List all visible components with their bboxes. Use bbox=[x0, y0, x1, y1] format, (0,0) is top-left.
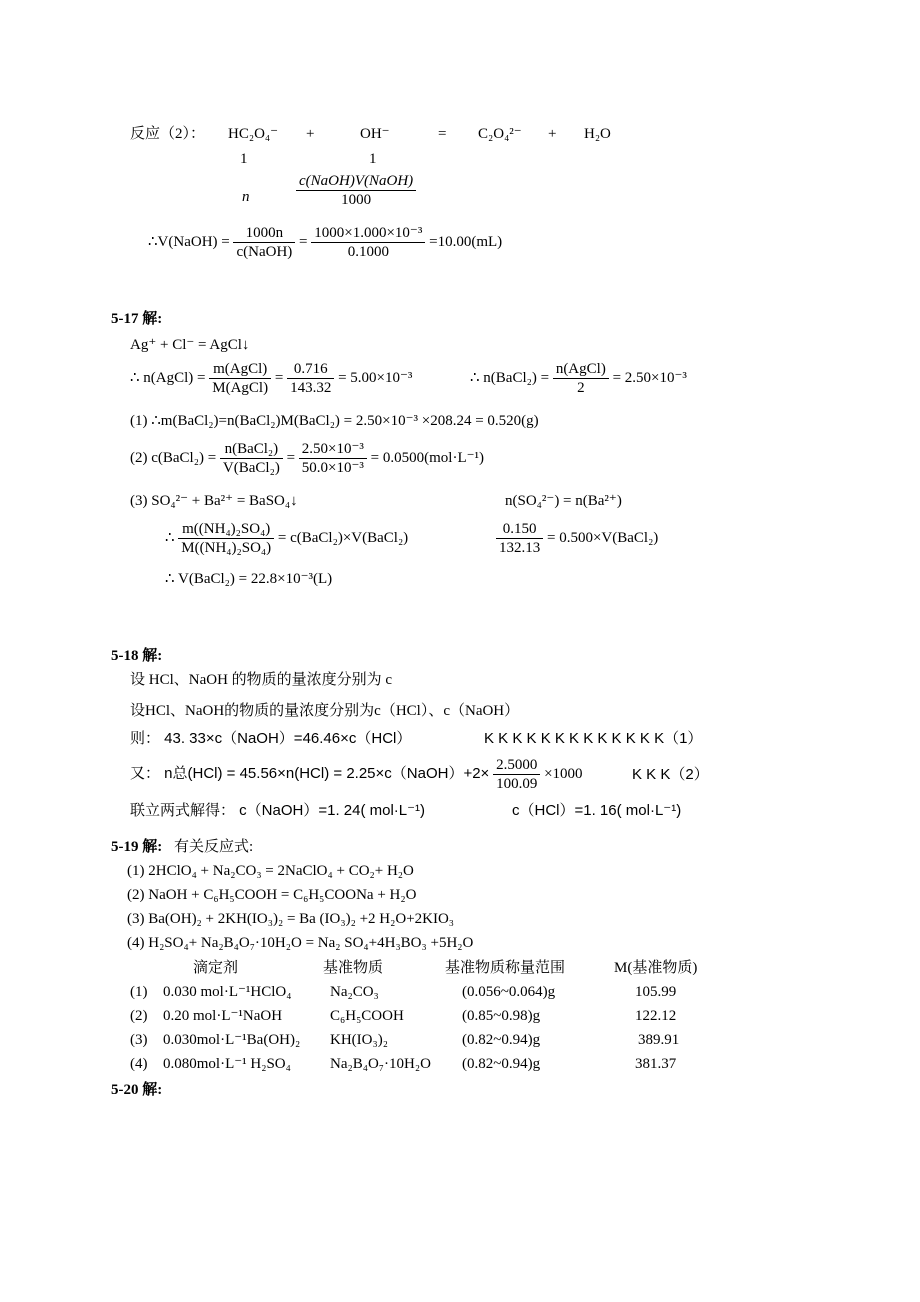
table-cell: KH(IO₃)₂ bbox=[330, 1032, 388, 1048]
s18-line-3-dots: K K K K K K K K K K K K K（1） bbox=[484, 730, 703, 747]
s17-l4-f2-num: 2.50×10⁻³ bbox=[301, 441, 364, 457]
s17-l6b-result: = 0.500×V(BaCl₂) bbox=[547, 529, 659, 546]
r2-n-den: 1000 bbox=[296, 190, 416, 209]
s19-reaction-2: (2) NaOH + C₆H₅COOH = C₆H₅COONa + H₂O bbox=[127, 887, 417, 903]
s17-line-2 bbox=[130, 360, 412, 397]
s17-l4-f1-den: V(BaCl₂) bbox=[220, 458, 283, 477]
table-cell: 0.080mol·L⁻¹ H₂SO₄ bbox=[163, 1056, 291, 1072]
table-cell: Na₂B₄O₇·10H₂O bbox=[330, 1056, 431, 1072]
s17-l2-f1-num: m(AgCl) bbox=[213, 361, 268, 377]
table-cell: Na₂CO₃ bbox=[330, 984, 379, 1000]
s17-line-3: (1) ∴m(BaCl₂)=n(BaCl₂)M(BaCl₂) = 2.50×10⁻³ ×208.24 = 0.520(g) bbox=[130, 413, 539, 429]
s17-l4-result: = 0.0500(mol·L⁻¹) bbox=[370, 449, 485, 466]
r2-n: n bbox=[242, 189, 250, 205]
s17-l6-num: m((NH₄)₂SO₄) bbox=[182, 521, 271, 537]
s18-l4-lhs: 又： n总(HCl) = 45.56×n(HCl) = 2.25×c（NaOH）+2× bbox=[130, 764, 490, 782]
s17-l2-f2-num: 0.716 bbox=[293, 361, 328, 377]
s17-l2b-lhs: ∴ n(BaCl₂) = bbox=[470, 369, 550, 386]
s17-l2-f1-den: M(AgCl) bbox=[209, 378, 271, 397]
r2-label: 反应（2）： bbox=[130, 126, 206, 142]
r2-species-4: H₂O bbox=[584, 126, 611, 142]
table-header: 基准物质称量范围 bbox=[445, 960, 566, 976]
s17-l2b-result: = 2.50×10⁻³ bbox=[612, 369, 687, 386]
r2-plus-2: + bbox=[548, 126, 557, 142]
r2-species-2: OH⁻ bbox=[360, 126, 390, 142]
s18-line-4-dots: K K K（2） bbox=[632, 766, 709, 783]
table-header: 滴定剂 bbox=[193, 960, 239, 976]
r2-species-3: C₂O₄²⁻ bbox=[478, 126, 522, 142]
s17-l6b-num: 0.150 bbox=[502, 521, 537, 537]
r2-equals: = bbox=[438, 126, 447, 142]
s17-line-6b bbox=[496, 520, 658, 557]
s18-l4-result: ×1000 bbox=[544, 765, 583, 782]
r2-v-f2-den: 0.1000 bbox=[311, 242, 425, 261]
table-header: M(基准物质) bbox=[614, 960, 698, 976]
s17-l2-f2-den: 143.32 bbox=[287, 378, 334, 397]
r2-n-num: c(NaOH)V(NaOH) bbox=[299, 173, 414, 189]
table-cell: (2) bbox=[130, 1008, 148, 1024]
s17-l6-den: M((NH₄)₂SO₄) bbox=[178, 538, 274, 557]
r2-v-f1-den: c(NaOH) bbox=[233, 242, 295, 261]
r2-coef-2: 1 bbox=[369, 151, 377, 167]
s19-reaction-1: (1) 2HClO₄ + Na₂CO₃ = 2NaClO₄ + CO₂+ H₂O bbox=[127, 863, 414, 879]
table-cell: (0.82~0.94)g bbox=[462, 1056, 541, 1072]
s17-l6-lhs: ∴ bbox=[165, 529, 175, 546]
s17-l6-result: = c(BaCl₂)×V(BaCl₂) bbox=[277, 529, 409, 546]
r2-v-f1-num: 1000n bbox=[245, 225, 284, 241]
s18-line-2: 设HCl、NaOH的物质的量浓度分别为c（HCl）、c（NaOH） bbox=[130, 703, 520, 719]
s17-l6b-den: 132.13 bbox=[496, 538, 543, 557]
s18-l4-den: 100.09 bbox=[493, 774, 540, 793]
s17-l2-lhs: ∴ n(AgCl) = bbox=[130, 369, 206, 386]
table-cell: 381.37 bbox=[635, 1056, 677, 1072]
s18-title: 5-18 解: bbox=[111, 648, 163, 664]
s17-line-4 bbox=[130, 440, 484, 477]
s20-title: 5-20 解: bbox=[111, 1082, 163, 1098]
table-cell: (0.82~0.94)g bbox=[462, 1032, 541, 1048]
table-cell: 0.030 mol·L⁻¹HClO₄ bbox=[163, 984, 292, 1000]
s17-line-1: Ag⁺ + Cl⁻ = AgCl↓ bbox=[130, 337, 250, 353]
s17-l4-lhs: (2) c(BaCl₂) = bbox=[130, 449, 217, 466]
s18-line-4 bbox=[130, 756, 583, 793]
table-cell: 122.12 bbox=[635, 1008, 677, 1024]
table-header: 基准物质 bbox=[323, 960, 384, 976]
s17-line-7: ∴ V(BaCl₂) = 22.8×10⁻³(L) bbox=[165, 571, 333, 587]
r2-v-f2-num: 1000×1.000×10⁻³ bbox=[314, 225, 423, 241]
s19-reaction-4: (4) H₂SO₄+ Na₂B₄O₇·10H₂O = Na₂ SO₄+4H₃BO₃ +5H₂O bbox=[127, 935, 474, 951]
r2-plus-1: + bbox=[306, 126, 315, 142]
s17-title: 5-17 解: bbox=[111, 311, 163, 327]
table-cell: 0.030mol·L⁻¹Ba(OH)₂ bbox=[163, 1032, 301, 1048]
table-cell: (1) bbox=[130, 984, 148, 1000]
s17-l2-result: = 5.00×10⁻³ bbox=[338, 369, 413, 386]
s19-reaction-3: (3) Ba(OH)₂ + 2KH(IO₃)₂ = Ba (IO₃)₂ +2 H₂O+2KIO₃ bbox=[127, 911, 455, 927]
r2-n-fraction bbox=[296, 172, 416, 209]
r2-v-eq: = bbox=[299, 233, 308, 250]
table-cell: 105.99 bbox=[635, 984, 677, 1000]
s17-line-6 bbox=[165, 520, 408, 557]
table-cell: C₆H₅COOH bbox=[330, 1008, 404, 1024]
s17-l4-eq: = bbox=[286, 449, 296, 466]
table-cell: 0.20 mol·L⁻¹NaOH bbox=[163, 1008, 283, 1024]
table-cell: (3) bbox=[130, 1032, 148, 1048]
s17-l2-eq: = bbox=[274, 369, 284, 386]
r2-volume-equation bbox=[148, 224, 502, 261]
s17-line-5: (3) SO₄²⁻ + Ba²⁺ = BaSO₄↓ bbox=[130, 493, 298, 509]
table-cell: (4) bbox=[130, 1056, 148, 1072]
r2-v-lhs: ∴V(NaOH) = bbox=[148, 233, 230, 250]
s18-line-3: 则： 43. 33×c（NaOH）=46.46×c（HCl） bbox=[130, 730, 412, 747]
r2-species-1: HC₂O₄⁻ bbox=[228, 126, 279, 142]
s17-l2b-den: 2 bbox=[553, 378, 609, 397]
r2-coef-1: 1 bbox=[240, 151, 248, 167]
s18-line-1: 设 HCl、NaOH 的物质的量浓度分别为 c bbox=[130, 672, 393, 688]
r2-v-result: =10.00(mL) bbox=[429, 233, 503, 250]
s19-title-line bbox=[111, 838, 253, 856]
s18-line-5: 联立两式解得： c（NaOH）=1. 24( mol·L⁻¹) bbox=[130, 802, 426, 819]
s17-l2b-num: n(AgCl) bbox=[555, 361, 606, 377]
s19-subtitle: 有关反应式: bbox=[174, 839, 254, 855]
table-cell: (0.85~0.98)g bbox=[462, 1008, 541, 1024]
s17-line-5-right: n(SO₄²⁻) = n(Ba²⁺) bbox=[505, 493, 622, 509]
s19-title: 5-19 解: bbox=[111, 839, 163, 855]
s17-line-2b bbox=[470, 360, 687, 397]
table-cell: (0.056~0.064)g bbox=[462, 984, 556, 1000]
s18-l4-num: 2.5000 bbox=[496, 757, 538, 773]
s18-line-5-right: c（HCl）=1. 16( mol·L⁻¹) bbox=[512, 802, 682, 819]
s17-l4-f1-num: n(BaCl₂) bbox=[224, 441, 279, 457]
s17-l4-f2-den: 50.0×10⁻³ bbox=[299, 458, 367, 477]
table-cell: 389.91 bbox=[638, 1032, 680, 1048]
